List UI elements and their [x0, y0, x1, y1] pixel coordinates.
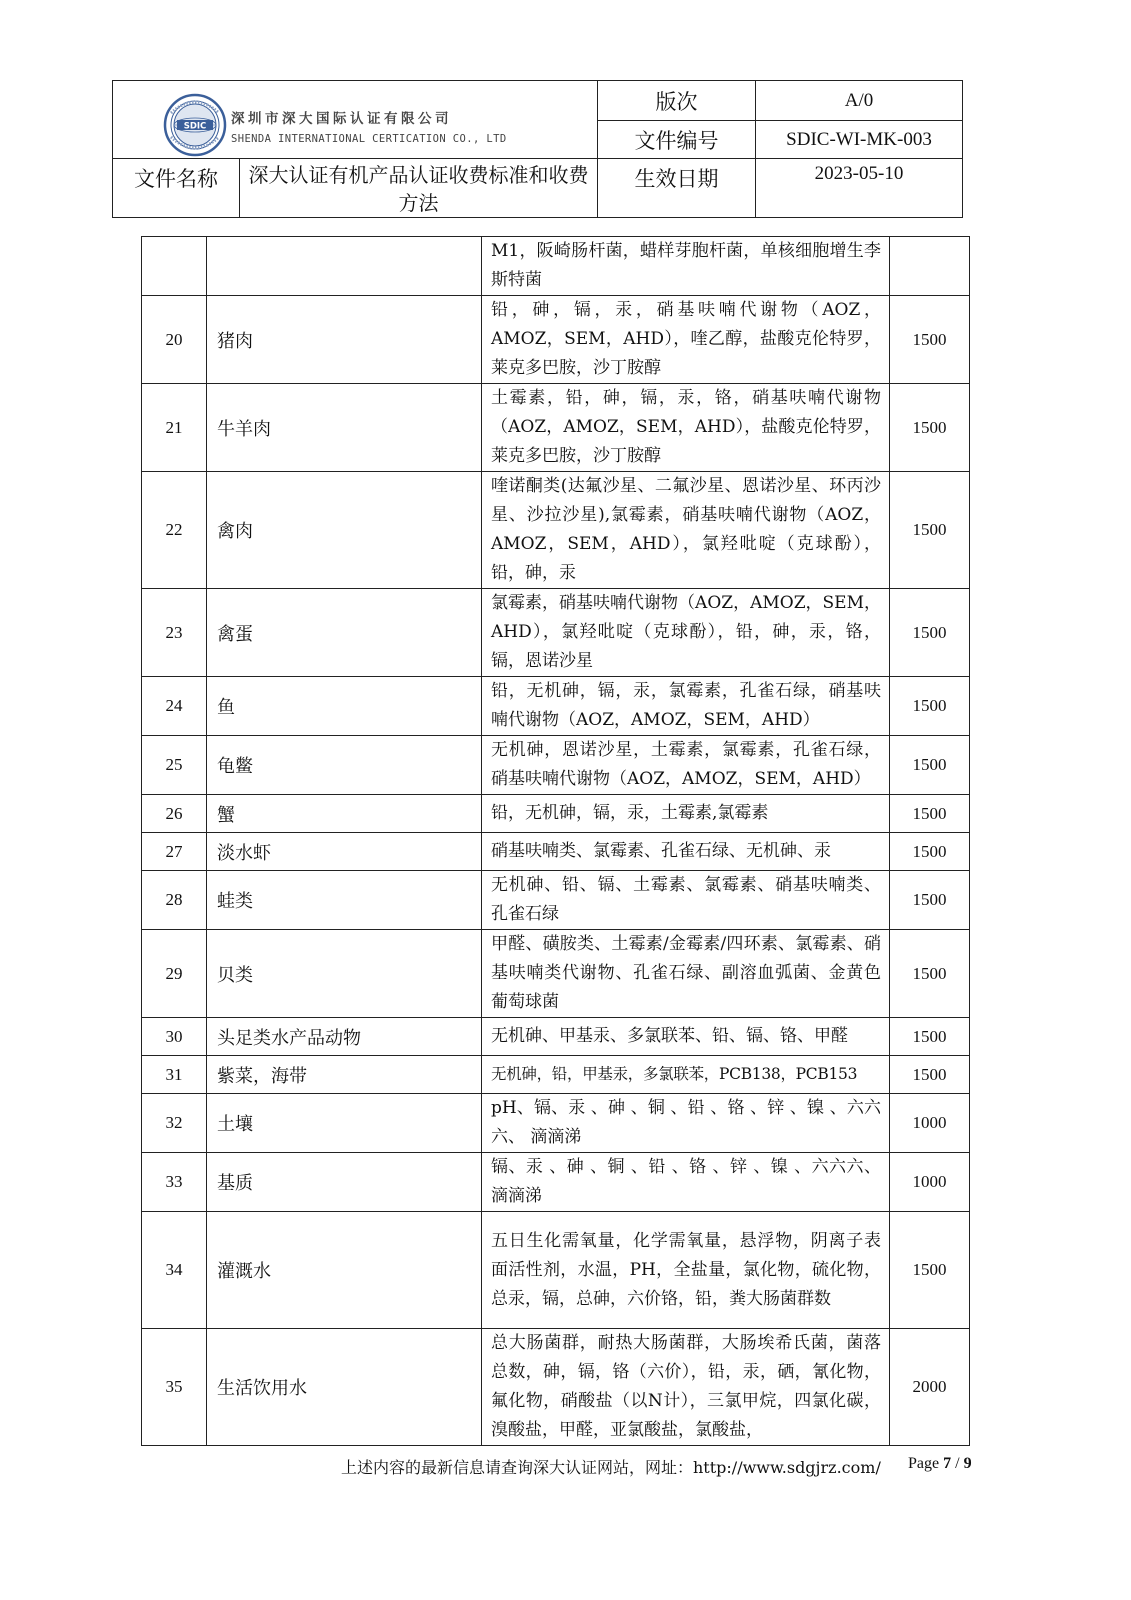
fee-amount: 1500	[890, 296, 970, 384]
test-items: 硝基呋喃类、氯霉素、孔雀石绿、无机砷、汞	[482, 833, 890, 871]
product-name: 淡水虾	[207, 833, 482, 871]
test-items: 土霉素，铅，砷，镉，汞，铬，硝基呋喃代谢物（AOZ，AMOZ，SEM，AHD），盐酸克伦特罗，莱克多巴胺，沙丁胺醇	[482, 384, 890, 472]
table-row	[142, 930, 970, 1018]
fee-amount: 1000	[890, 1153, 970, 1212]
company-name-en: SHENDA INTERNATIONAL CERTICATION CO., LTD	[231, 133, 507, 145]
fee-amount: 1500	[890, 930, 970, 1018]
test-items: 铅，无机砷，镉，汞，氯霉素，孔雀石绿，硝基呋喃代谢物（AOZ，AMOZ，SEM，AHD）	[482, 677, 890, 736]
table-row	[142, 296, 970, 384]
row-number: 29	[142, 930, 207, 1018]
product-name: 基质	[207, 1153, 482, 1212]
product-name: 生活饮用水	[207, 1329, 482, 1446]
test-items: 无机砷、甲基汞、多氯联苯、铅、镉、铬、甲醛	[482, 1018, 890, 1056]
effective-date-label: 生效日期	[598, 159, 756, 218]
page-total: 9	[963, 1455, 972, 1472]
row-number: 26	[142, 795, 207, 833]
fee-amount: 1500	[890, 472, 970, 589]
test-items: M1，阪崎肠杆菌，蜡样芽胞杆菌，单核细胞增生李斯特菌	[482, 237, 890, 296]
row-number: 24	[142, 677, 207, 736]
table-row	[142, 384, 970, 472]
fee-table-body	[142, 237, 970, 1446]
fee-amount: 1500	[890, 677, 970, 736]
test-items: 喹诺酮类(达氟沙星、二氟沙星、恩诺沙星、环丙沙星、沙拉沙星),氯霉素，硝基呋喃代谢物（AOZ，AMOZ，SEM，AHD），氯羟吡啶（克球酚），铅，砷，汞	[482, 472, 890, 589]
test-items: 甲醛、磺胺类、土霉素/金霉素/四环素、氯霉素、硝基呋喃类代谢物、孔雀石绿、副溶血弧菌、金黄色葡萄球菌	[482, 930, 890, 1018]
document-header	[112, 80, 963, 218]
fee-amount: 1500	[890, 1018, 970, 1056]
company-seal-icon	[163, 93, 227, 157]
product-name: 蛙类	[207, 871, 482, 930]
table-row	[142, 1212, 970, 1329]
test-items: 铅，砷，镉，汞，硝基呋喃代谢物（AOZ，AMOZ，SEM，AHD），喹乙醇，盐酸克伦特罗，莱克多巴胺，沙丁胺醇	[482, 296, 890, 384]
table-row	[142, 1056, 970, 1094]
fee-amount	[890, 237, 970, 296]
footer-note: 上述内容的最新信息请查询深大认证网站，网址：http://www.sdgjrz.com/	[341, 1458, 881, 1477]
fee-amount: 1500	[890, 795, 970, 833]
fee-amount: 2000	[890, 1329, 970, 1446]
product-name: 龟鳖	[207, 736, 482, 795]
table-row	[142, 1094, 970, 1153]
row-number: 34	[142, 1212, 207, 1329]
fee-amount: 1500	[890, 1056, 970, 1094]
row-number: 33	[142, 1153, 207, 1212]
table-row	[142, 795, 970, 833]
doc-no-value: SDIC-WI-MK-003	[756, 121, 963, 159]
table-row	[142, 833, 970, 871]
company-name-cn: 深圳市深大国际认证有限公司	[231, 111, 452, 127]
product-name	[207, 237, 482, 296]
row-number: 22	[142, 472, 207, 589]
page-number	[908, 1455, 972, 1473]
table-row	[142, 871, 970, 930]
row-number: 23	[142, 589, 207, 677]
product-name: 牛羊肉	[207, 384, 482, 472]
table-row	[142, 1153, 970, 1212]
row-number: 30	[142, 1018, 207, 1056]
product-name: 贝类	[207, 930, 482, 1018]
row-number: 28	[142, 871, 207, 930]
table-row	[142, 472, 970, 589]
company-logo-cell	[113, 81, 598, 159]
product-name: 紫菜，海带	[207, 1056, 482, 1094]
table-row	[142, 677, 970, 736]
row-number: 20	[142, 296, 207, 384]
test-items: 氯霉素，硝基呋喃代谢物（AOZ，AMOZ，SEM，AHD），氯羟吡啶（克球酚），铅，砷，汞，铬，镉，恩诺沙星	[482, 589, 890, 677]
doc-name-label: 文件名称	[113, 159, 240, 218]
test-items: 无机砷、铅、镉、土霉素、氯霉素、硝基呋喃类、孔雀石绿	[482, 871, 890, 930]
logo-text: SDIC	[183, 121, 207, 132]
test-items: 无机砷，铅，甲基汞，多氯联苯，PCB138，PCB153	[482, 1056, 890, 1094]
row-number	[142, 237, 207, 296]
version-value: A/0	[756, 81, 963, 121]
table-row	[142, 1018, 970, 1056]
test-items: pH、镉、汞 、砷 、铜 、铅 、铬 、锌 、镍 、六六六、 滴滴涕	[482, 1094, 890, 1153]
page-current: 7	[943, 1455, 952, 1472]
version-label: 版次	[598, 81, 756, 121]
row-number: 25	[142, 736, 207, 795]
fee-table	[141, 236, 970, 1446]
product-name: 禽蛋	[207, 589, 482, 677]
fee-amount: 1000	[890, 1094, 970, 1153]
fee-amount: 1500	[890, 589, 970, 677]
row-number: 32	[142, 1094, 207, 1153]
fee-amount: 1500	[890, 833, 970, 871]
doc-no-label: 文件编号	[598, 121, 756, 159]
row-number: 35	[142, 1329, 207, 1446]
row-number: 27	[142, 833, 207, 871]
product-name: 土壤	[207, 1094, 482, 1153]
product-name: 猪肉	[207, 296, 482, 384]
fee-amount: 1500	[890, 871, 970, 930]
table-row	[142, 736, 970, 795]
table-row	[142, 589, 970, 677]
doc-name-value: 深大认证有机产品认证收费标准和收费方法	[240, 159, 598, 218]
fee-amount: 1500	[890, 1212, 970, 1329]
page-separator: /	[955, 1455, 960, 1472]
test-items: 五日生化需氧量，化学需氧量，悬浮物，阴离子表面活性剂，水温，PH，全盐量，氯化物，硫化物，总汞，镉，总砷，六价铬，铅，粪大肠菌群数	[482, 1212, 890, 1329]
effective-date-value: 2023-05-10	[756, 159, 963, 218]
row-number: 31	[142, 1056, 207, 1094]
test-items: 铅，无机砷，镉，汞，土霉素,氯霉素	[482, 795, 890, 833]
fee-amount: 1500	[890, 384, 970, 472]
product-name: 头足类水产品动物	[207, 1018, 482, 1056]
test-items: 镉、汞 、砷 、铜 、铅 、铬 、锌 、镍 、六六六、 滴滴涕	[482, 1153, 890, 1212]
page-label: Page	[908, 1455, 940, 1472]
row-number: 21	[142, 384, 207, 472]
table-row	[142, 237, 970, 296]
table-row	[142, 1329, 970, 1446]
product-name: 禽肉	[207, 472, 482, 589]
product-name: 蟹	[207, 795, 482, 833]
product-name: 灌溉水	[207, 1212, 482, 1329]
test-items: 总大肠菌群，耐热大肠菌群，大肠埃希氏菌，菌落总数，砷，镉，铬（六价），铅，汞，硒，氰化物，氟化物，硝酸盐（以N计），三氯甲烷，四氯化碳，溴酸盐，甲醛，亚氯酸盐，氯酸盐，	[482, 1329, 890, 1446]
fee-amount: 1500	[890, 736, 970, 795]
product-name: 鱼	[207, 677, 482, 736]
test-items: 无机砷，恩诺沙星，土霉素，氯霉素，孔雀石绿，硝基呋喃代谢物（AOZ，AMOZ，SEM，AHD）	[482, 736, 890, 795]
